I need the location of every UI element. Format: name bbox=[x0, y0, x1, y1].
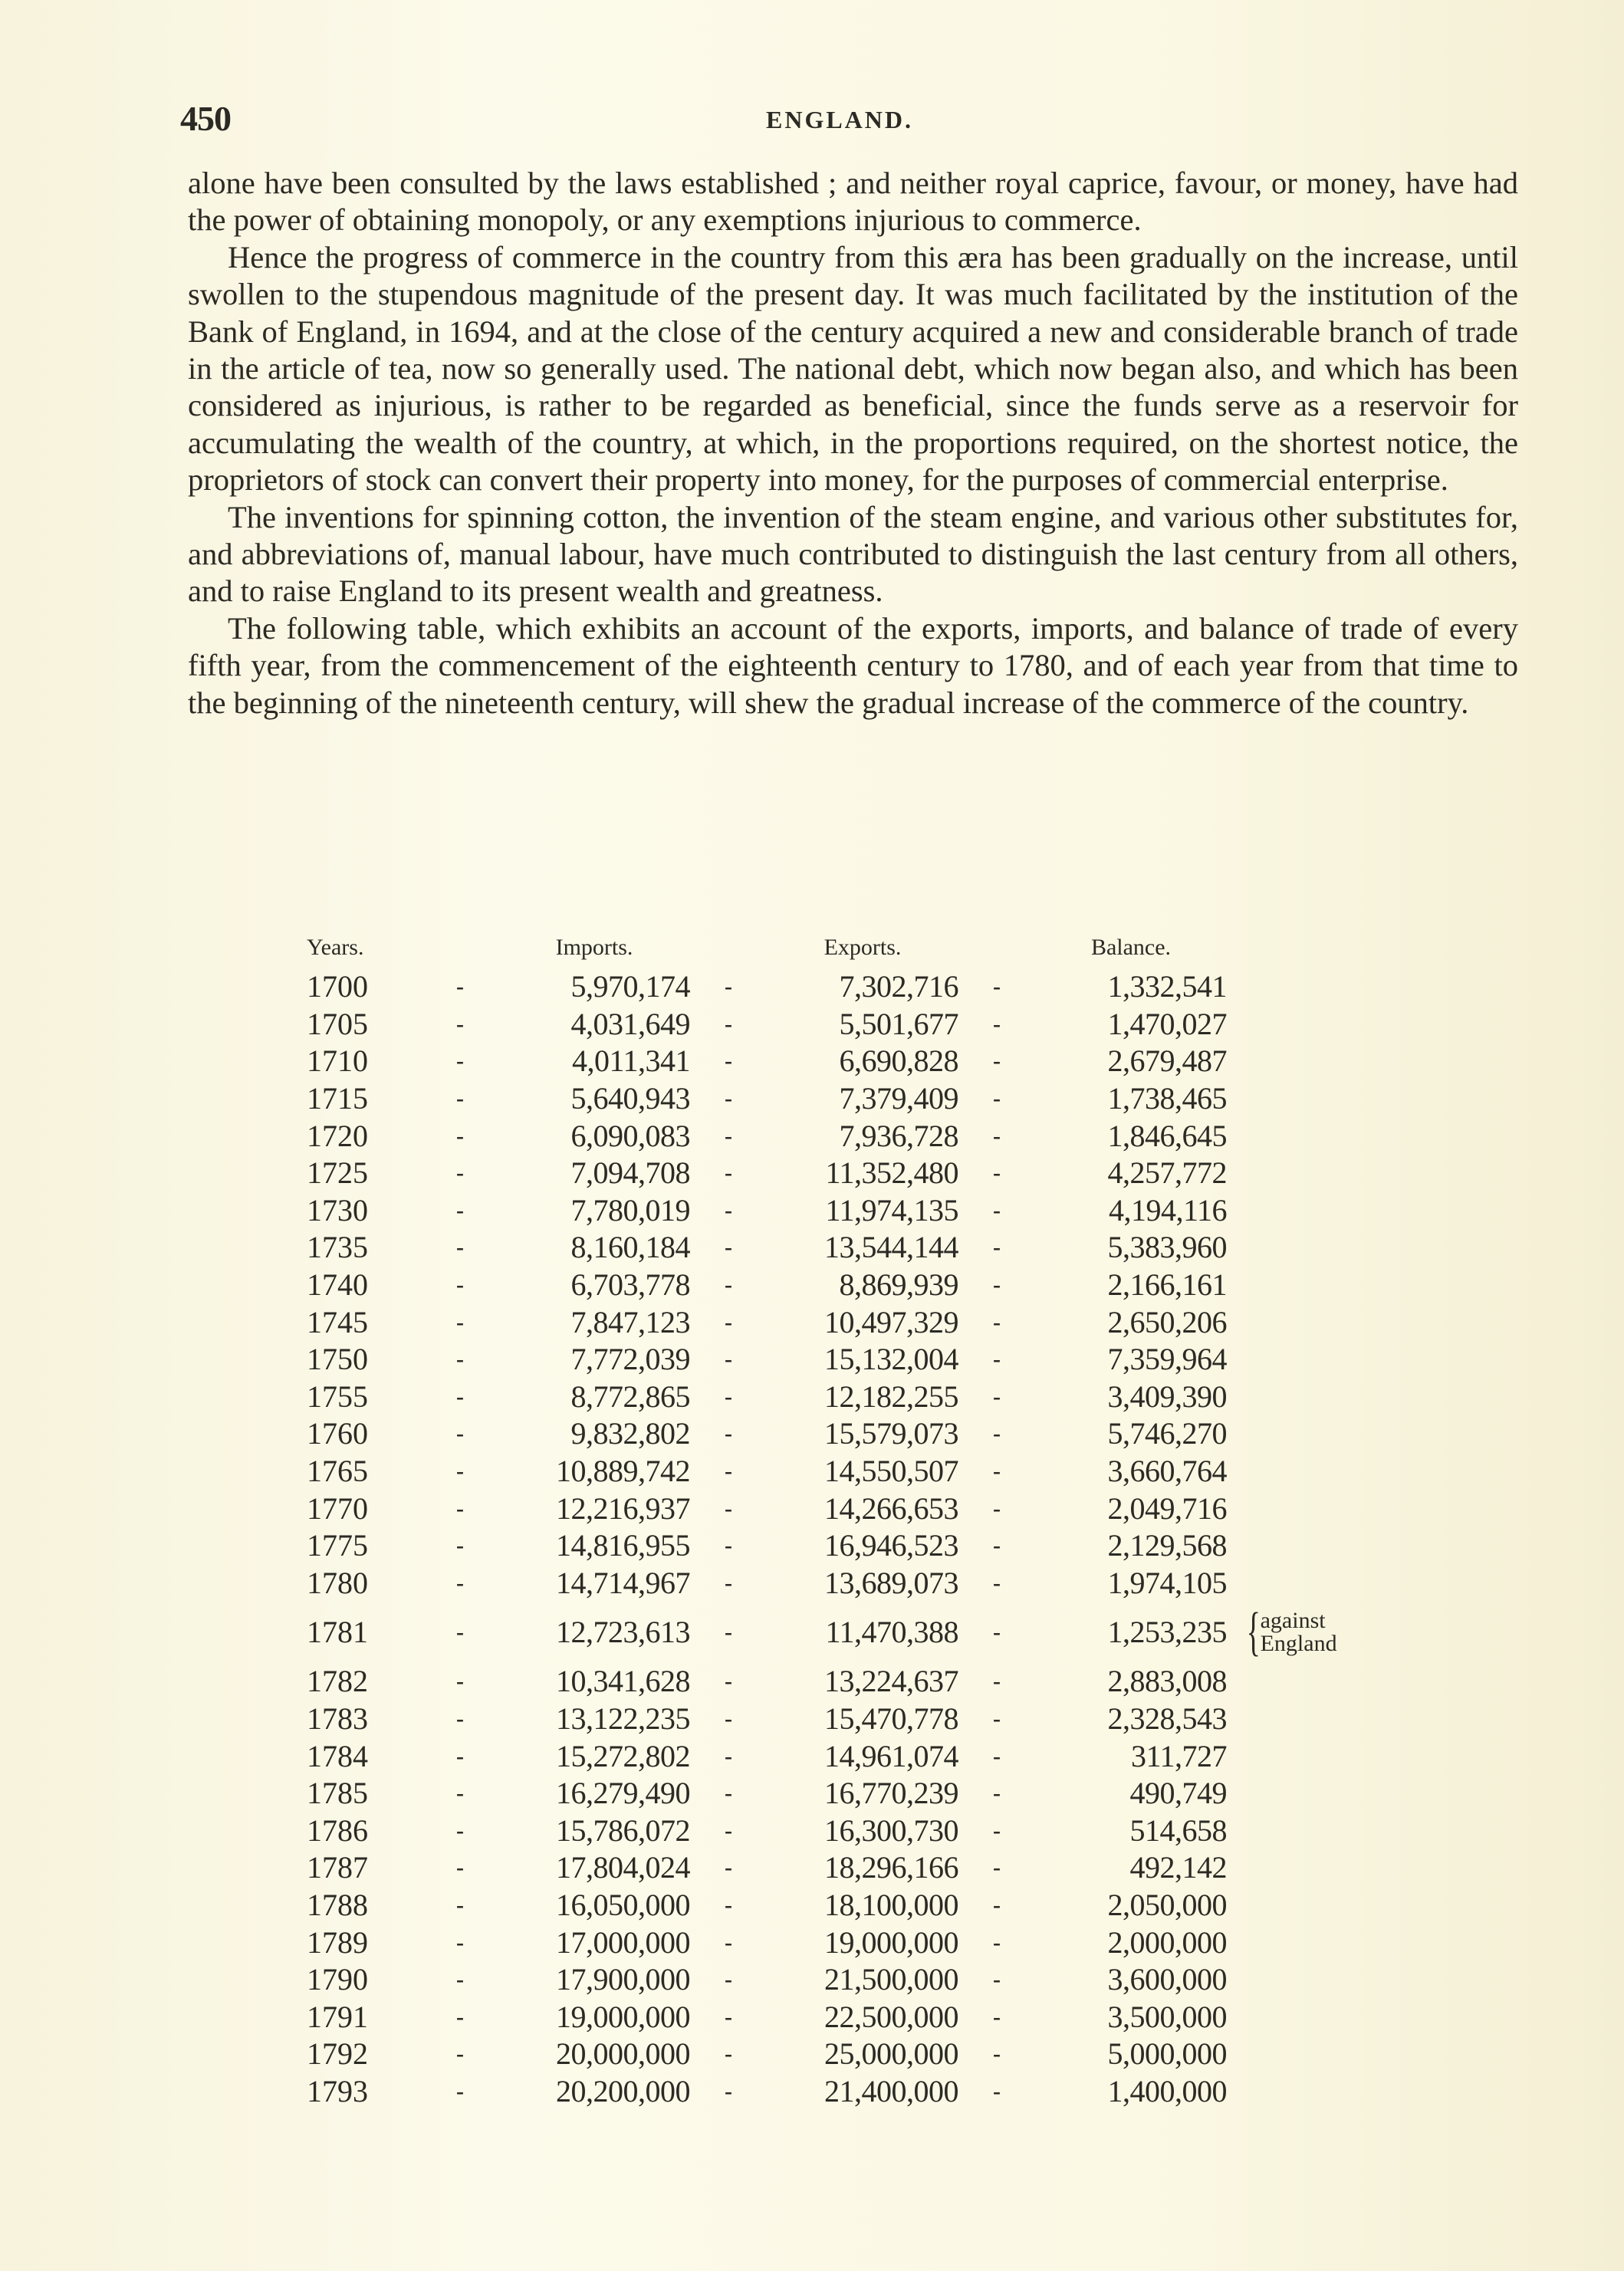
year-cell: 1793 bbox=[307, 2073, 368, 2108]
balance-cell: 3,409,390 bbox=[1107, 1379, 1227, 1414]
exports-cell: 14,266,653 bbox=[824, 1490, 958, 1526]
table-row bbox=[307, 1267, 1394, 1304]
balance-cell: 514,658 bbox=[1129, 1813, 1227, 1848]
separator-dash: - bbox=[993, 2041, 1001, 2067]
paragraph: Hence the progress of commerce in the country from this æra has been gradually on the increase, until swollen to the stupendous magnitude of the present day. It was much facilitated by the institution of the Bank of England, in 1694, and at the close of the century acquired a new and considerable branch of trade in the article of tea, now so generally used. The national debt, which now began also, and which has been considered as injurious, is rather to be regarded as beneficial, since the funds serve as a reservoir for accumulating the wealth of the country, at which, in the proportions required, on the shortest notice, the proprietors of stock can convert their property into money, for the purposes of commercial enterprise. bbox=[188, 239, 1518, 498]
separator-dash: - bbox=[993, 1122, 1001, 1149]
separator-dash: - bbox=[456, 974, 464, 1000]
table-row bbox=[307, 1080, 1394, 1118]
balance-cell: 311,727 bbox=[1130, 1738, 1227, 1773]
exports-cell: 11,974,135 bbox=[825, 1192, 958, 1228]
separator-dash: - bbox=[993, 1011, 1001, 1037]
note-cell bbox=[1227, 2036, 1394, 2073]
imports-cell: 8,772,865 bbox=[570, 1379, 690, 1414]
separator-dash: - bbox=[993, 1458, 1001, 1484]
note-cell bbox=[1227, 1924, 1394, 1961]
table-row bbox=[307, 1415, 1394, 1453]
imports-cell: 15,786,072 bbox=[556, 1813, 690, 1848]
separator-dash: - bbox=[993, 1272, 1001, 1298]
table-row bbox=[307, 1229, 1394, 1267]
separator-dash: - bbox=[725, 1619, 732, 1645]
exports-cell: 19,000,000 bbox=[824, 1924, 958, 1960]
note-cell bbox=[1227, 1080, 1394, 1118]
separator-dash: - bbox=[725, 1234, 732, 1260]
table-row bbox=[307, 1998, 1394, 2036]
note-cell bbox=[1227, 1341, 1394, 1379]
separator-dash: - bbox=[993, 1817, 1001, 1843]
year-cell: 1710 bbox=[307, 1043, 368, 1079]
note-text bbox=[1261, 1609, 1337, 1655]
year-cell: 1750 bbox=[307, 1342, 368, 1377]
separator-dash: - bbox=[993, 1048, 1001, 1074]
exports-cell: 11,470,388 bbox=[825, 1615, 958, 1650]
imports-cell: 5,970,174 bbox=[570, 969, 690, 1004]
year-cell: 1786 bbox=[307, 1813, 368, 1848]
column-header-balance: Balance. bbox=[1090, 935, 1172, 960]
year-cell: 1787 bbox=[307, 1850, 368, 1885]
balance-cell: 2,883,008 bbox=[1107, 1664, 1227, 1699]
imports-cell: 16,279,490 bbox=[556, 1776, 690, 1811]
table-row bbox=[307, 968, 1394, 1006]
year-cell: 1730 bbox=[307, 1192, 368, 1228]
spacer bbox=[958, 932, 1035, 968]
separator-dash: - bbox=[456, 1197, 464, 1223]
balance-cell: 3,660,764 bbox=[1107, 1454, 1227, 1489]
note-cell bbox=[1227, 1043, 1394, 1080]
table-row bbox=[307, 2036, 1394, 2073]
separator-dash: - bbox=[725, 1705, 732, 1731]
separator-dash: - bbox=[456, 1234, 464, 1260]
imports-cell: 12,216,937 bbox=[556, 1490, 690, 1526]
column-header-years: Years. bbox=[307, 935, 364, 960]
note-cell bbox=[1227, 1527, 1394, 1565]
exports-cell: 8,869,939 bbox=[839, 1267, 958, 1303]
separator-dash: - bbox=[456, 1011, 464, 1037]
year-cell: 1765 bbox=[307, 1454, 368, 1489]
exports-cell: 16,946,523 bbox=[824, 1528, 958, 1563]
balance-cell: 3,500,000 bbox=[1107, 1999, 1227, 2034]
balance-cell: 2,000,000 bbox=[1107, 1924, 1227, 1960]
separator-dash: - bbox=[993, 1197, 1001, 1223]
exports-cell: 15,132,004 bbox=[824, 1342, 958, 1377]
table-row bbox=[307, 1379, 1394, 1416]
imports-cell: 10,341,628 bbox=[556, 1664, 690, 1699]
year-cell: 1720 bbox=[307, 1118, 368, 1153]
balance-cell: 1,470,027 bbox=[1107, 1006, 1227, 1041]
exports-cell: 16,770,239 bbox=[824, 1776, 958, 1811]
note-cell bbox=[1227, 1849, 1394, 1887]
paragraph: The following table, which exhibits an account of the exports, imports, and balance of trade of every fifth year, from the commencement of the eighteenth century to 1780, and of each year from that time to the beginning of the nineteenth century, will shew the gradual increase of the commerce of the country. bbox=[188, 610, 1518, 720]
note-cell bbox=[1227, 1887, 1394, 1924]
exports-cell: 10,497,329 bbox=[824, 1304, 958, 1339]
separator-dash: - bbox=[993, 1495, 1001, 1521]
balance-cell: 1,846,645 bbox=[1107, 1118, 1227, 1153]
imports-cell: 17,900,000 bbox=[556, 1962, 690, 1997]
note-cell bbox=[1227, 1961, 1394, 1999]
imports-cell: 9,832,802 bbox=[570, 1416, 690, 1451]
imports-cell: 20,000,000 bbox=[556, 2036, 690, 2072]
separator-dash: - bbox=[725, 1346, 732, 1372]
balance-cell: 1,332,541 bbox=[1107, 969, 1227, 1004]
exports-cell: 5,501,677 bbox=[839, 1006, 958, 1041]
imports-cell: 14,816,955 bbox=[556, 1528, 690, 1563]
spacer bbox=[422, 932, 498, 968]
note-cell bbox=[1227, 1453, 1394, 1490]
year-cell: 1705 bbox=[307, 1006, 368, 1041]
exports-cell: 12,182,255 bbox=[824, 1379, 958, 1414]
table-row bbox=[307, 1887, 1394, 1924]
separator-dash: - bbox=[456, 1619, 464, 1645]
note-cell bbox=[1227, 1006, 1394, 1043]
balance-cell: 2,679,487 bbox=[1107, 1043, 1227, 1079]
exports-cell: 7,936,728 bbox=[839, 1118, 958, 1153]
note-cell bbox=[1227, 1117, 1394, 1155]
separator-dash: - bbox=[993, 1309, 1001, 1335]
imports-cell: 7,772,039 bbox=[570, 1342, 690, 1377]
exports-cell: 16,300,730 bbox=[824, 1813, 958, 1848]
table-row bbox=[307, 1565, 1394, 1602]
column-header-exports: Exports. bbox=[824, 935, 902, 960]
balance-cell: 492,142 bbox=[1129, 1850, 1227, 1885]
year-cell: 1781 bbox=[307, 1615, 368, 1650]
note-cell bbox=[1227, 1602, 1394, 1663]
body-text bbox=[188, 165, 1518, 721]
separator-dash: - bbox=[456, 1891, 464, 1918]
separator-dash: - bbox=[725, 1495, 732, 1521]
separator-dash: - bbox=[725, 1122, 732, 1149]
separator-dash: - bbox=[456, 2003, 464, 2029]
year-cell: 1725 bbox=[307, 1155, 368, 1191]
year-cell: 1783 bbox=[307, 1701, 368, 1736]
separator-dash: - bbox=[993, 1967, 1001, 1993]
separator-dash: - bbox=[725, 1160, 732, 1186]
separator-dash: - bbox=[456, 1421, 464, 1447]
balance-cell: 2,328,543 bbox=[1107, 1701, 1227, 1736]
exports-cell: 14,961,074 bbox=[824, 1738, 958, 1773]
table-row bbox=[307, 1490, 1394, 1527]
column-header-imports: Imports. bbox=[555, 935, 633, 960]
separator-dash: - bbox=[456, 1569, 464, 1596]
separator-dash: - bbox=[993, 1383, 1001, 1409]
note-cell bbox=[1227, 1229, 1394, 1267]
table-row bbox=[307, 1849, 1394, 1887]
table-row bbox=[307, 1775, 1394, 1813]
balance-cell: 1,253,235 bbox=[1107, 1615, 1227, 1650]
table-row bbox=[307, 1663, 1394, 1701]
separator-dash: - bbox=[456, 1309, 464, 1335]
separator-dash: - bbox=[456, 1817, 464, 1843]
imports-cell: 20,200,000 bbox=[556, 2073, 690, 2108]
table-row bbox=[307, 1117, 1394, 1155]
separator-dash: - bbox=[725, 1458, 732, 1484]
note-cell bbox=[1227, 1565, 1394, 1602]
imports-cell: 13,122,235 bbox=[556, 1701, 690, 1736]
balance-cell: 7,359,964 bbox=[1107, 1342, 1227, 1377]
trade-table bbox=[307, 932, 1394, 2110]
separator-dash: - bbox=[456, 1668, 464, 1694]
separator-dash: - bbox=[993, 1533, 1001, 1559]
imports-cell: 8,160,184 bbox=[570, 1230, 690, 1265]
separator-dash: - bbox=[725, 1421, 732, 1447]
note-cell bbox=[1227, 1155, 1394, 1192]
table-row bbox=[307, 1453, 1394, 1490]
separator-dash: - bbox=[456, 1346, 464, 1372]
year-cell: 1745 bbox=[307, 1304, 368, 1339]
separator-dash: - bbox=[456, 1855, 464, 1881]
separator-dash: - bbox=[725, 1855, 732, 1881]
paragraph: The inventions for spinning cotton, the invention of the steam engine, and various other substitutes for, and abbreviations of, manual labour, have much contributed to distinguish the last century from all others, and to raise England to its present wealth and greatness. bbox=[188, 499, 1518, 609]
separator-dash: - bbox=[456, 1122, 464, 1149]
separator-dash: - bbox=[725, 1272, 732, 1298]
imports-cell: 7,847,123 bbox=[570, 1304, 690, 1339]
separator-dash: - bbox=[725, 1780, 732, 1806]
separator-dash: - bbox=[993, 1234, 1001, 1260]
year-cell: 1775 bbox=[307, 1528, 368, 1563]
separator-dash: - bbox=[725, 1743, 732, 1769]
table-row bbox=[307, 1737, 1394, 1775]
exports-cell: 15,470,778 bbox=[824, 1701, 958, 1736]
page-number: 450 bbox=[180, 99, 231, 138]
separator-dash: - bbox=[456, 1780, 464, 1806]
separator-dash: - bbox=[725, 974, 732, 1000]
imports-cell: 12,723,613 bbox=[556, 1615, 690, 1650]
note-cell bbox=[1227, 2073, 1394, 2111]
year-cell: 1735 bbox=[307, 1230, 368, 1265]
separator-dash: - bbox=[456, 1705, 464, 1731]
year-cell: 1760 bbox=[307, 1416, 368, 1451]
separator-dash: - bbox=[993, 2003, 1001, 2029]
year-cell: 1788 bbox=[307, 1887, 368, 1922]
table-row bbox=[307, 1701, 1394, 1738]
separator-dash: - bbox=[456, 1743, 464, 1769]
balance-cell: 5,000,000 bbox=[1107, 2036, 1227, 2072]
exports-cell: 18,296,166 bbox=[824, 1850, 958, 1885]
balance-cell: 2,129,568 bbox=[1107, 1528, 1227, 1563]
separator-dash: - bbox=[725, 2078, 732, 2104]
balance-cell: 5,383,960 bbox=[1107, 1230, 1227, 1265]
balance-cell: 5,746,270 bbox=[1107, 1416, 1227, 1451]
separator-dash: - bbox=[725, 1533, 732, 1559]
separator-dash: - bbox=[456, 1929, 464, 1955]
balance-cell: 2,050,000 bbox=[1107, 1887, 1227, 1922]
page-header bbox=[180, 98, 1499, 144]
paragraph: alone have been consulted by the laws established ; and neither royal caprice, favour, or money, have had the power of obtaining monopoly, or any exemptions injurious to commerce. bbox=[188, 166, 1518, 238]
year-cell: 1780 bbox=[307, 1565, 368, 1600]
year-cell: 1785 bbox=[307, 1776, 368, 1811]
table-header-row bbox=[307, 932, 1394, 968]
note-cell bbox=[1227, 1192, 1394, 1230]
spacer bbox=[690, 932, 767, 968]
imports-cell: 4,031,649 bbox=[570, 1006, 690, 1041]
imports-cell: 7,094,708 bbox=[570, 1155, 690, 1191]
separator-dash: - bbox=[456, 1967, 464, 1993]
imports-cell: 5,640,943 bbox=[570, 1081, 690, 1116]
note-line: against bbox=[1260, 1608, 1326, 1634]
separator-dash: - bbox=[456, 1086, 464, 1112]
imports-cell: 19,000,000 bbox=[556, 1999, 690, 2034]
separator-dash: - bbox=[456, 1048, 464, 1074]
imports-cell: 14,714,967 bbox=[556, 1565, 690, 1600]
note-cell bbox=[1227, 1415, 1394, 1453]
note-cell bbox=[1227, 1701, 1394, 1738]
separator-dash: - bbox=[725, 1048, 732, 1074]
balance-cell: 4,257,772 bbox=[1107, 1155, 1227, 1191]
imports-cell: 6,090,083 bbox=[570, 1118, 690, 1153]
note-cell bbox=[1227, 1663, 1394, 1701]
exports-cell: 21,400,000 bbox=[824, 2073, 958, 2108]
separator-dash: - bbox=[993, 1421, 1001, 1447]
separator-dash: - bbox=[725, 1817, 732, 1843]
year-cell: 1770 bbox=[307, 1490, 368, 1526]
note-cell bbox=[1227, 1267, 1394, 1304]
brace-icon: { bbox=[1246, 1602, 1261, 1662]
balance-cell: 2,166,161 bbox=[1107, 1267, 1227, 1303]
exports-cell: 7,379,409 bbox=[839, 1081, 958, 1116]
separator-dash: - bbox=[993, 1929, 1001, 1955]
separator-dash: - bbox=[456, 2078, 464, 2104]
separator-dash: - bbox=[993, 1086, 1001, 1112]
year-cell: 1782 bbox=[307, 1664, 368, 1699]
year-cell: 1700 bbox=[307, 969, 368, 1004]
separator-dash: - bbox=[993, 1705, 1001, 1731]
table-row bbox=[307, 1155, 1394, 1192]
separator-dash: - bbox=[456, 1495, 464, 1521]
note-cell bbox=[1227, 1998, 1394, 2036]
exports-cell: 11,352,480 bbox=[825, 1155, 958, 1191]
table-row bbox=[307, 1043, 1394, 1080]
imports-cell: 17,000,000 bbox=[556, 1924, 690, 1960]
imports-cell: 6,703,778 bbox=[570, 1267, 690, 1303]
imports-cell: 10,889,742 bbox=[556, 1454, 690, 1489]
table-row bbox=[307, 1602, 1394, 1663]
year-cell: 1715 bbox=[307, 1081, 368, 1116]
table-row bbox=[307, 1192, 1394, 1230]
table-row bbox=[307, 1961, 1394, 1999]
exports-cell: 7,302,716 bbox=[839, 969, 958, 1004]
table-row bbox=[307, 1303, 1394, 1341]
separator-dash: - bbox=[456, 1383, 464, 1409]
separator-dash: - bbox=[725, 1086, 732, 1112]
separator-dash: - bbox=[993, 1346, 1001, 1372]
separator-dash: - bbox=[456, 1272, 464, 1298]
table-row bbox=[307, 1924, 1394, 1961]
exports-cell: 21,500,000 bbox=[824, 1962, 958, 1997]
year-cell: 1740 bbox=[307, 1267, 368, 1303]
exports-cell: 15,579,073 bbox=[824, 1416, 958, 1451]
separator-dash: - bbox=[993, 1891, 1001, 1918]
note-cell bbox=[1227, 1490, 1394, 1527]
balance-cell: 2,650,206 bbox=[1107, 1304, 1227, 1339]
balance-note bbox=[1241, 1602, 1394, 1662]
table-body bbox=[307, 968, 1394, 2110]
separator-dash: - bbox=[993, 1743, 1001, 1769]
separator-dash: - bbox=[993, 1855, 1001, 1881]
balance-cell: 4,194,116 bbox=[1108, 1192, 1227, 1228]
exports-cell: 25,000,000 bbox=[824, 2036, 958, 2072]
separator-dash: - bbox=[725, 1891, 732, 1918]
separator-dash: - bbox=[456, 2041, 464, 2067]
table-row bbox=[307, 2073, 1394, 2111]
separator-dash: - bbox=[725, 1967, 732, 1993]
separator-dash: - bbox=[993, 1668, 1001, 1694]
table-row bbox=[307, 1341, 1394, 1379]
balance-cell: 3,600,000 bbox=[1107, 1962, 1227, 1997]
separator-dash: - bbox=[725, 1197, 732, 1223]
imports-cell: 15,272,802 bbox=[556, 1738, 690, 1773]
note-cell bbox=[1227, 1379, 1394, 1416]
separator-dash: - bbox=[993, 2078, 1001, 2104]
exports-cell: 13,544,144 bbox=[824, 1230, 958, 1265]
separator-dash: - bbox=[993, 1780, 1001, 1806]
note-cell bbox=[1227, 1303, 1394, 1341]
separator-dash: - bbox=[993, 1569, 1001, 1596]
separator-dash: - bbox=[993, 1619, 1001, 1645]
note-cell bbox=[1227, 968, 1394, 1006]
balance-cell: 490,749 bbox=[1129, 1776, 1227, 1811]
exports-cell: 18,100,000 bbox=[824, 1887, 958, 1922]
year-cell: 1784 bbox=[307, 1738, 368, 1773]
table-row bbox=[307, 1006, 1394, 1043]
table-row bbox=[307, 1527, 1394, 1565]
note-cell bbox=[1227, 1737, 1394, 1775]
imports-cell: 17,804,024 bbox=[556, 1850, 690, 1885]
balance-cell: 1,400,000 bbox=[1107, 2073, 1227, 2108]
year-cell: 1791 bbox=[307, 1999, 368, 2034]
separator-dash: - bbox=[725, 1668, 732, 1694]
separator-dash: - bbox=[725, 1569, 732, 1596]
year-cell: 1792 bbox=[307, 2036, 368, 2072]
separator-dash: - bbox=[456, 1160, 464, 1186]
imports-cell: 16,050,000 bbox=[556, 1887, 690, 1922]
separator-dash: - bbox=[725, 1011, 732, 1037]
exports-cell: 13,224,637 bbox=[824, 1664, 958, 1699]
separator-dash: - bbox=[993, 1160, 1001, 1186]
separator-dash: - bbox=[725, 1383, 732, 1409]
note-cell bbox=[1227, 1775, 1394, 1813]
spacer bbox=[1227, 932, 1394, 968]
separator-dash: - bbox=[725, 1309, 732, 1335]
exports-cell: 6,690,828 bbox=[839, 1043, 958, 1079]
separator-dash: - bbox=[725, 2041, 732, 2067]
exports-cell: 13,689,073 bbox=[824, 1565, 958, 1600]
exports-cell: 22,500,000 bbox=[824, 1999, 958, 2034]
imports-cell: 4,011,341 bbox=[571, 1043, 690, 1079]
note-line: England bbox=[1260, 1631, 1337, 1657]
year-cell: 1755 bbox=[307, 1379, 368, 1414]
imports-cell: 7,780,019 bbox=[570, 1192, 690, 1228]
table-row bbox=[307, 1812, 1394, 1849]
separator-dash: - bbox=[725, 2003, 732, 2029]
running-title: ENGLAND. bbox=[765, 106, 913, 133]
balance-cell: 1,974,105 bbox=[1107, 1565, 1227, 1600]
note-cell bbox=[1227, 1812, 1394, 1849]
separator-dash: - bbox=[456, 1458, 464, 1484]
separator-dash: - bbox=[725, 1929, 732, 1955]
balance-cell: 1,738,465 bbox=[1107, 1081, 1227, 1116]
exports-cell: 14,550,507 bbox=[824, 1454, 958, 1489]
year-cell: 1789 bbox=[307, 1924, 368, 1960]
year-cell: 1790 bbox=[307, 1962, 368, 1997]
separator-dash: - bbox=[456, 1533, 464, 1559]
separator-dash: - bbox=[993, 974, 1001, 1000]
balance-cell: 2,049,716 bbox=[1107, 1490, 1227, 1526]
